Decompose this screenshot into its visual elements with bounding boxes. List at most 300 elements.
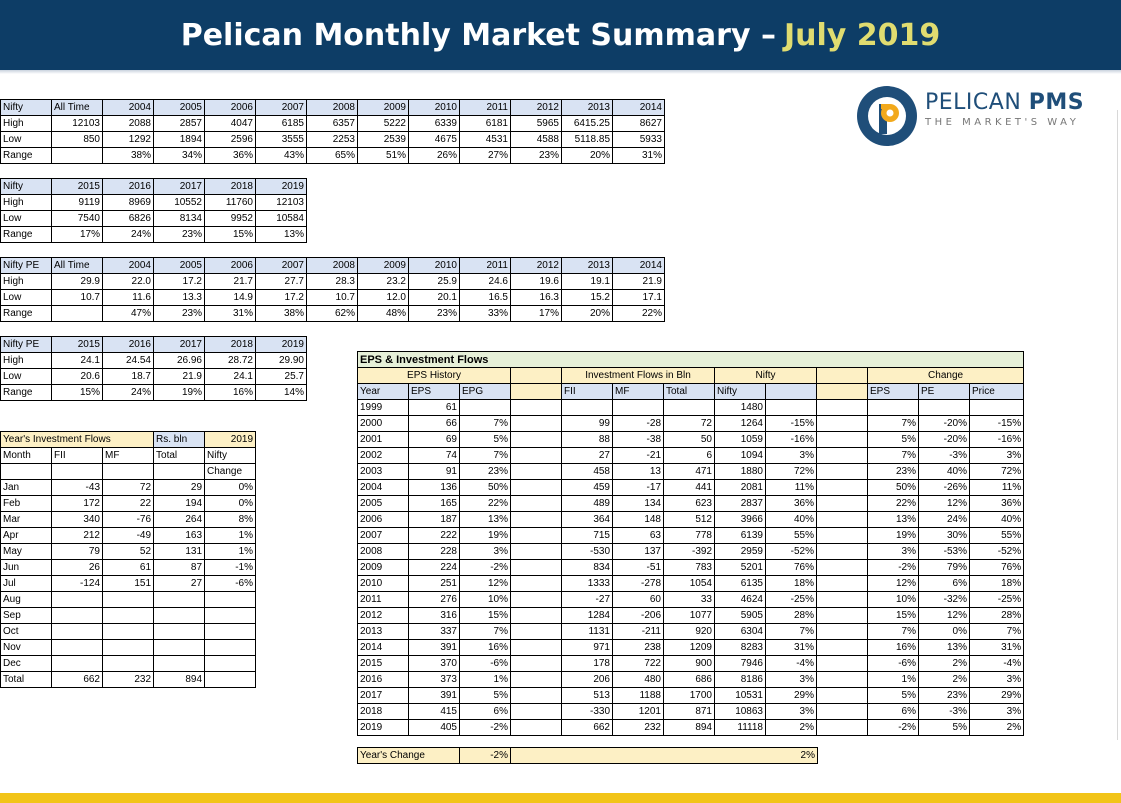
column-header: EPG (460, 384, 511, 400)
table-cell: 17% (52, 227, 103, 243)
table-cell (52, 592, 103, 608)
table-cell: 6135 (715, 576, 766, 592)
table-cell: 2% (766, 720, 817, 736)
eps-history-group: EPS History (358, 368, 511, 384)
row-label: 2017 (358, 688, 409, 704)
table-cell: 23.2 (358, 274, 409, 290)
table-cell: 1077 (664, 608, 715, 624)
table-row (358, 656, 1024, 672)
row-label: Nov (1, 640, 52, 656)
table-cell (511, 432, 562, 448)
column-header: MF (103, 448, 154, 464)
table-cell: 20% (562, 306, 613, 322)
table-cell: 3% (766, 704, 817, 720)
table-cell: 2081 (715, 480, 766, 496)
table-cell: 13 (613, 464, 664, 480)
table-cell: 60 (613, 592, 664, 608)
table-cell: -17 (613, 480, 664, 496)
table-cell: 15% (52, 385, 103, 401)
table-cell (511, 656, 562, 672)
header-row (1, 337, 307, 353)
table-cell (664, 400, 715, 416)
table-cell: 16.5 (460, 290, 511, 306)
table-cell: 23% (868, 464, 919, 480)
table-cell: -1% (205, 560, 256, 576)
table-cell: 6% (919, 576, 970, 592)
column-header: 2014 (613, 258, 665, 274)
table-cell: 87 (154, 560, 205, 576)
table-row (1, 211, 307, 227)
header-row (1, 179, 307, 195)
column-header (817, 384, 868, 400)
table-cell (817, 608, 868, 624)
table-cell: -27 (562, 592, 613, 608)
table-cell: -16% (766, 432, 817, 448)
table-cell (511, 512, 562, 528)
table-row (358, 416, 1024, 432)
table-row (1, 148, 665, 164)
table-cell: 415 (409, 704, 460, 720)
table-cell: 1292 (103, 132, 154, 148)
table-cell: 21.7 (205, 274, 256, 290)
table-cell: 11118 (715, 720, 766, 736)
table-cell: 19.1 (562, 274, 613, 290)
investment-flows-unit: Rs. bln (154, 432, 205, 448)
table-cell: 65% (307, 148, 358, 164)
table-cell: 16% (460, 640, 511, 656)
table-cell: 33% (460, 306, 511, 322)
column-header: 2017 (154, 337, 205, 353)
table-row (358, 512, 1024, 528)
table-cell: 9952 (205, 211, 256, 227)
table-cell: 0% (205, 496, 256, 512)
table-cell: 0% (205, 480, 256, 496)
table-cell: 137 (613, 544, 664, 560)
table-cell (154, 624, 205, 640)
table-cell: 12% (460, 576, 511, 592)
column-header: Nifty (1, 179, 52, 195)
table-row (1, 544, 256, 560)
table-cell (511, 576, 562, 592)
table-cell: 19.6 (511, 274, 562, 290)
row-label: Apr (1, 528, 52, 544)
table-cell: 337 (409, 624, 460, 640)
row-label: 2018 (358, 704, 409, 720)
investment-flows-group: Investment Flows in Bln (562, 368, 715, 384)
table-cell (562, 400, 613, 416)
table-cell: 22 (103, 496, 154, 512)
table-cell (52, 608, 103, 624)
table-cell (460, 400, 511, 416)
table-cell: 91 (409, 464, 460, 480)
table-cell: -16% (970, 432, 1024, 448)
table-cell: 2253 (307, 132, 358, 148)
table-cell: 7% (868, 448, 919, 464)
table-cell: 1188 (613, 688, 664, 704)
table-cell: 8186 (715, 672, 766, 688)
table-cell: 7% (970, 624, 1024, 640)
table-row (358, 592, 1024, 608)
table-cell: 3% (970, 672, 1024, 688)
table-cell: 25.9 (409, 274, 460, 290)
table-cell: 2959 (715, 544, 766, 560)
table-cell (817, 720, 868, 736)
table-cell: 15% (460, 608, 511, 624)
table-cell: 222 (409, 528, 460, 544)
right-divider (1117, 110, 1118, 740)
table-cell: -25% (970, 592, 1024, 608)
table-cell (511, 528, 562, 544)
table-cell: 3% (766, 448, 817, 464)
column-header: 2019 (256, 337, 307, 353)
eps-investment-flows-table (357, 351, 1024, 736)
table-cell (766, 400, 817, 416)
table-cell: -6% (205, 576, 256, 592)
table-cell: 6304 (715, 624, 766, 640)
table-cell: 276 (409, 592, 460, 608)
table-cell: 7% (460, 624, 511, 640)
column-header: 2007 (256, 100, 307, 116)
column-header: Total (664, 384, 715, 400)
table-cell: 783 (664, 560, 715, 576)
column-header: 2005 (154, 258, 205, 274)
table-cell: 4047 (205, 116, 256, 132)
table-cell: 10552 (154, 195, 205, 211)
table-cell (154, 592, 205, 608)
company-logo (855, 84, 1095, 148)
table-row (358, 480, 1024, 496)
eps-table-title: EPS & Investment Flows (358, 352, 1024, 368)
nifty-pe-table-2004-2014 (0, 257, 665, 322)
table-row (1, 274, 665, 290)
page-title: Pelican Monthly Market Summary – (180, 17, 776, 53)
column-header: 2016 (103, 337, 154, 353)
table-cell: 14% (256, 385, 307, 401)
column-header: 2017 (154, 179, 205, 195)
table-cell: 1% (868, 672, 919, 688)
table-cell: 5% (460, 688, 511, 704)
table-cell: 40% (766, 512, 817, 528)
column-header (511, 384, 562, 400)
row-label: 2006 (358, 512, 409, 528)
table-cell: 15% (205, 227, 256, 243)
table-cell: 238 (613, 640, 664, 656)
table-cell: 405 (409, 720, 460, 736)
table-cell: 4588 (511, 132, 562, 148)
table-cell: -25% (766, 592, 817, 608)
table-cell: 52 (103, 544, 154, 560)
row-label: Oct (1, 624, 52, 640)
nifty-pe-table-2015-2019 (0, 336, 307, 401)
table-row (1, 656, 256, 672)
table-cell: -76 (103, 512, 154, 528)
table-cell: 7540 (52, 211, 103, 227)
table-cell: 1880 (715, 464, 766, 480)
column-header: 2015 (52, 337, 103, 353)
table-cell (817, 672, 868, 688)
table-cell: 24% (919, 512, 970, 528)
table-cell: 136 (409, 480, 460, 496)
table-cell: 28.3 (307, 274, 358, 290)
table-cell: 72% (766, 464, 817, 480)
table-row (358, 448, 1024, 464)
table-cell: 178 (562, 656, 613, 672)
table-cell: 232 (103, 672, 154, 688)
table-cell: 12103 (52, 116, 103, 132)
row-label: 2004 (358, 480, 409, 496)
table-cell: 894 (664, 720, 715, 736)
table-cell (817, 496, 868, 512)
table-cell: 10.7 (307, 290, 358, 306)
table-cell: 33 (664, 592, 715, 608)
table-cell: 36% (766, 496, 817, 512)
table-cell: 8969 (103, 195, 154, 211)
column-header: 2018 (205, 179, 256, 195)
table-cell: 7% (868, 416, 919, 432)
table-cell: 29% (970, 688, 1024, 704)
column-header (766, 384, 817, 400)
table-cell (511, 592, 562, 608)
table-cell: 5% (919, 720, 970, 736)
table-cell: 55% (766, 528, 817, 544)
table-cell: 3% (970, 448, 1024, 464)
table-row (1, 480, 256, 496)
table-cell: 1894 (154, 132, 205, 148)
table-cell: 12% (868, 576, 919, 592)
table-cell: 11% (970, 480, 1024, 496)
table-cell (205, 672, 256, 688)
table-cell: -530 (562, 544, 613, 560)
table-cell: 1% (205, 544, 256, 560)
table-cell: 21.9 (154, 369, 205, 385)
table-cell: 22% (460, 496, 511, 512)
column-header: 2004 (103, 258, 154, 274)
table-cell: 131 (154, 544, 205, 560)
table-cell (817, 592, 868, 608)
table-cell: 11760 (205, 195, 256, 211)
table-cell (52, 656, 103, 672)
table-cell: 12% (919, 496, 970, 512)
header-shadow (0, 70, 1121, 74)
table-row (1, 608, 256, 624)
table-cell: 4531 (460, 132, 511, 148)
row-label: 2007 (358, 528, 409, 544)
table-cell: 10.7 (52, 290, 103, 306)
table-cell: 5222 (358, 116, 409, 132)
table-cell: 187 (409, 512, 460, 528)
table-cell: -52% (766, 544, 817, 560)
row-label: Feb (1, 496, 52, 512)
table-cell: 2% (919, 656, 970, 672)
table-cell: 1201 (613, 704, 664, 720)
row-label: Jul (1, 576, 52, 592)
table-cell: 6415.25 (562, 116, 613, 132)
table-cell: -392 (664, 544, 715, 560)
table-cell: 6185 (256, 116, 307, 132)
column-header: 2006 (205, 100, 256, 116)
table-cell: 79% (919, 560, 970, 576)
table-cell: 24.6 (460, 274, 511, 290)
column-header: FII (52, 448, 103, 464)
table-cell: -43 (52, 480, 103, 496)
table-cell: 715 (562, 528, 613, 544)
table-cell: 23% (919, 688, 970, 704)
column-header: 2012 (511, 100, 562, 116)
table-cell: 31% (970, 640, 1024, 656)
table-cell: 24% (103, 385, 154, 401)
table-cell (511, 480, 562, 496)
table-cell: 458 (562, 464, 613, 480)
table-cell: -15% (970, 416, 1024, 432)
table-cell (817, 560, 868, 576)
table-cell: 441 (664, 480, 715, 496)
table-cell: 22.0 (103, 274, 154, 290)
table-row (358, 720, 1024, 736)
table-cell: 6826 (103, 211, 154, 227)
table-cell: 7% (460, 416, 511, 432)
table-cell: -6% (868, 656, 919, 672)
row-label: 2000 (358, 416, 409, 432)
table-cell: 3% (766, 672, 817, 688)
row-label: Range (1, 227, 52, 243)
table-cell: 391 (409, 640, 460, 656)
table-cell: 17.2 (154, 274, 205, 290)
column-header: 2010 (409, 100, 460, 116)
table-cell: 22% (868, 496, 919, 512)
nifty-range-table-2004-2014 (0, 99, 665, 164)
table-row (1, 132, 665, 148)
table-cell: 63 (613, 528, 664, 544)
table-row (358, 496, 1024, 512)
table-cell: 30% (919, 528, 970, 544)
row-label: Low (1, 211, 52, 227)
table-cell (817, 640, 868, 656)
table-cell: 20.6 (52, 369, 103, 385)
table-cell: -2% (460, 720, 511, 736)
table-cell: -21 (613, 448, 664, 464)
table-row (1, 290, 665, 306)
table-cell: -6% (460, 656, 511, 672)
table-cell: 12103 (256, 195, 307, 211)
row-label: 2011 (358, 592, 409, 608)
table-cell (511, 672, 562, 688)
table-cell: 66 (409, 416, 460, 432)
table-cell: 14.9 (205, 290, 256, 306)
table-cell: 69 (409, 432, 460, 448)
table-cell: 50% (460, 480, 511, 496)
table-cell: -206 (613, 608, 664, 624)
column-header: PE (919, 384, 970, 400)
table-cell: 10% (868, 592, 919, 608)
table-row (1, 592, 256, 608)
column-header: 2006 (205, 258, 256, 274)
column-header: All Time (52, 258, 103, 274)
investment-flows-title: Year's Investment Flows (1, 432, 154, 448)
table-cell (205, 656, 256, 672)
column-header: Nifty (205, 448, 256, 464)
table-cell (511, 464, 562, 480)
table-cell: 55% (970, 528, 1024, 544)
table-cell: 5% (868, 688, 919, 704)
table-cell (511, 416, 562, 432)
table-cell (868, 400, 919, 416)
column-header: EPS (868, 384, 919, 400)
table-cell: 850 (52, 132, 103, 148)
table-row (358, 704, 1024, 720)
table-cell: 24.1 (205, 369, 256, 385)
table-cell: 12% (919, 608, 970, 624)
table-cell: -49 (103, 528, 154, 544)
table-cell: -2% (460, 560, 511, 576)
table-row (358, 640, 1024, 656)
table-cell: 1094 (715, 448, 766, 464)
table-row (358, 688, 1024, 704)
table-cell: 43% (256, 148, 307, 164)
table-cell: 1059 (715, 432, 766, 448)
table-cell: 36% (970, 496, 1024, 512)
row-label: 1999 (358, 400, 409, 416)
table-cell: 2% (919, 672, 970, 688)
table-cell: 10863 (715, 704, 766, 720)
row-label: 2015 (358, 656, 409, 672)
table-cell (103, 592, 154, 608)
row-label: May (1, 544, 52, 560)
table-cell: 61 (409, 400, 460, 416)
table-cell: 0% (919, 624, 970, 640)
table-cell: 2857 (154, 116, 205, 132)
table-cell: 13% (868, 512, 919, 528)
table-cell: 18% (766, 576, 817, 592)
table-cell: 10584 (256, 211, 307, 227)
table-cell (154, 608, 205, 624)
column-header: 2016 (103, 179, 154, 195)
row-label: 2016 (358, 672, 409, 688)
table-cell: 19% (460, 528, 511, 544)
row-label: Sep (1, 608, 52, 624)
years-change-eps: -2% (460, 748, 511, 764)
table-cell: 9119 (52, 195, 103, 211)
table-cell: 6 (664, 448, 715, 464)
table-cell (817, 576, 868, 592)
table-row (358, 560, 1024, 576)
table-cell (817, 624, 868, 640)
table-cell: 722 (613, 656, 664, 672)
table-row (358, 464, 1024, 480)
row-label: 2001 (358, 432, 409, 448)
column-header: FII (562, 384, 613, 400)
table-cell: -278 (613, 576, 664, 592)
table-cell: -211 (613, 624, 664, 640)
table-cell (103, 656, 154, 672)
table-cell: 2% (970, 720, 1024, 736)
table-row (358, 400, 1024, 416)
table-cell: 62% (307, 306, 358, 322)
table-cell: 27 (154, 576, 205, 592)
table-cell: 13% (460, 512, 511, 528)
table-cell: 1264 (715, 416, 766, 432)
table-cell (103, 624, 154, 640)
table-cell: 489 (562, 496, 613, 512)
table-cell: 4624 (715, 592, 766, 608)
table-row (1, 116, 665, 132)
table-cell: 2539 (358, 132, 409, 148)
row-label: 2019 (358, 720, 409, 736)
table-cell (817, 448, 868, 464)
table-cell: 72 (103, 480, 154, 496)
table-cell: -2% (868, 720, 919, 736)
table-cell: 251 (409, 576, 460, 592)
column-header: 2007 (256, 258, 307, 274)
